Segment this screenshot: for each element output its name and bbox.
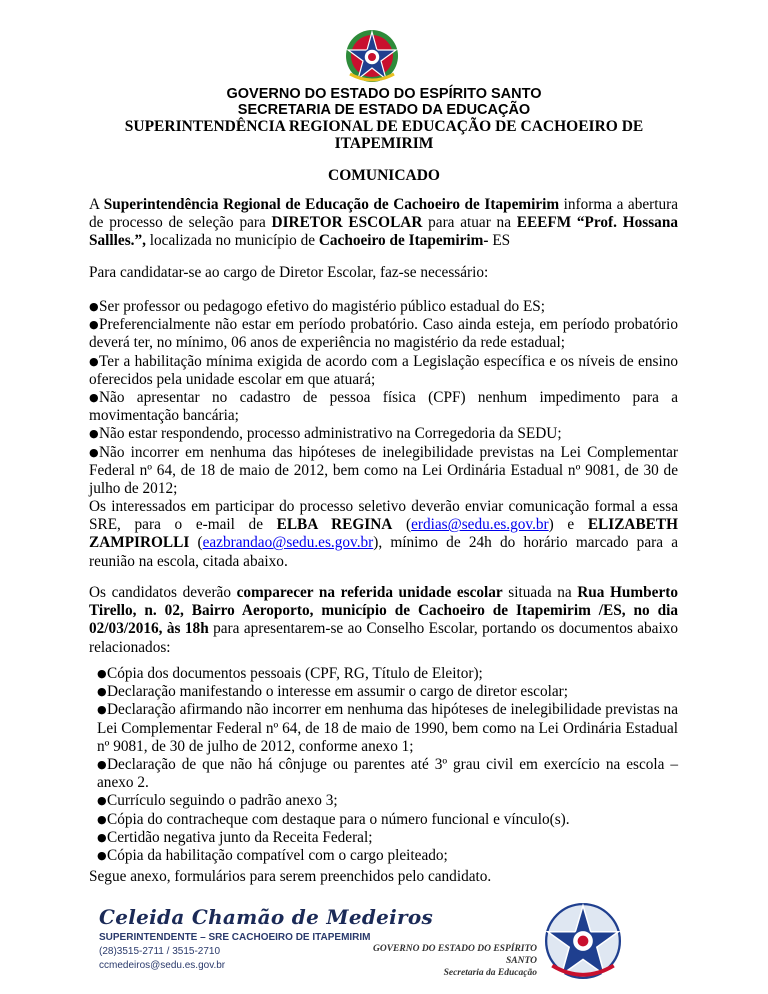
- bullet-icon: ●: [89, 318, 99, 332]
- list-item: ●Cópia da habilitação compatível com o cargo pleiteado;: [97, 847, 448, 865]
- bullet-icon: ●: [89, 427, 99, 441]
- documents-list: [97, 665, 678, 865]
- bullet-icon: ●: [97, 794, 107, 808]
- list-item: ●Não apresentar no cadastro de pessoa física (CPF) nenhum impedimento para a movimentação bancária;: [89, 389, 678, 425]
- list-item: ●Declaração manifestando o interesse em assumir o cargo de diretor escolar;: [97, 683, 568, 701]
- list-item: ●Declaração afirmando não incorrer em nenhuma das hipóteses de inelegibilidade previstas na Lei Complementar Federal nº 64, de 18 de maio de 1990, bem como na Lei Ordinária Estadual nº 9081, de 30 de julho de 2012, conforme anexo 1;: [97, 701, 678, 755]
- list-item: ●Declaração de que não há cônjuge ou parentes até 3º grau civil em exercício na escola – anexo 2.: [97, 756, 678, 792]
- intro-paragraph: A Superintendência Regional de Educação de Cachoeiro de Itapemirim informa a abertura de processo de seleção para DIRETOR ESCOLAR para atuar na EEEFM “Prof. Hossana Sallles.”, localizada no município de Cachoeiro de Itapemirim- ES: [89, 196, 679, 250]
- list-item: ●Cópia dos documentos pessoais (CPF, RG, Título de Eleitor);: [97, 665, 483, 682]
- closing-paragraph: Segue anexo, formulários para serem preenchidos pelo candidato.: [89, 868, 492, 885]
- header-government: GOVERNO DO ESTADO DO ESPÍRITO SANTO: [226, 86, 542, 102]
- list-item: ●Currículo seguindo o padrão anexo 3;: [97, 792, 338, 810]
- bullet-icon: ●: [97, 685, 107, 699]
- bullet-icon: ●: [89, 354, 99, 368]
- header-superintendence-city: ITAPEMIRIM: [334, 135, 434, 152]
- bullet-icon: ●: [97, 703, 107, 717]
- bullet-icon: ●: [89, 391, 99, 405]
- list-item: ●Não incorrer em nenhuma das hipóteses de inelegibilidade previstas na Lei Complementar Federal nº 64, de 18 de maio de 2012, bem como na Lei Ordinária Estadual nº 9081, de 30 de julho de 2012;: [89, 443, 678, 498]
- state-coat-of-arms-icon: [344, 28, 400, 84]
- contact-paragraph: Os interessados em participar do processo seletivo deverão enviar comunicação formal a essa SRE, para o e-mail de ELBA REGINA (erdias@sedu.es.gov.br) e ELIZABETH ZAMPIROLLI (eazbrandao@sedu.es.gov.br), mínimo de 24h do horário marcado para a reunião na escola, citada abaixo.: [89, 498, 678, 570]
- signature-name: Celeida Chamão de Medeiros: [99, 905, 434, 929]
- bullet-icon: ●: [97, 812, 107, 826]
- bullet-icon: ●: [89, 300, 99, 313]
- list-item: ●Cópia do contracheque com destaque para o número funcional e vínculo(s).: [97, 810, 570, 828]
- bullet-icon: ●: [97, 830, 107, 844]
- list-item: ●Certidão negativa junto da Receita Federal;: [97, 828, 373, 846]
- list-item: ●Ser professor ou pedagogo efetivo do magistério público estadual do ES;: [89, 298, 546, 315]
- list-item: ●Preferencialmente não estar em período probatório. Caso ainda esteja, em período probatório deverá ter, no mínimo, 06 anos de experiência no magistério da rede estadual;: [89, 316, 678, 352]
- header-secretariat: SECRETARIA DE ESTADO DA EDUCAÇÃO: [237, 102, 531, 118]
- bullet-icon: ●: [97, 758, 107, 772]
- header-superintendence: SUPERINTENDÊNCIA REGIONAL DE EDUCAÇÃO DE CACHOEIRO DE: [124, 118, 644, 135]
- bullet-icon: ●: [89, 445, 99, 459]
- list-item: ●Não estar respondendo, processo administrativo na Corregedoria da SEDU;: [89, 425, 562, 443]
- bullet-icon: ●: [97, 849, 107, 863]
- list-item: ●Ter a habilitação mínima exigida de acordo com a Legislação específica e os níveis de ensino oferecidos pela unidade escolar em que atuará;: [89, 352, 678, 388]
- footer-secretariat-line: Secretaria da Educação: [443, 968, 537, 978]
- meeting-paragraph: Os candidatos deverão comparecer na referida unidade escolar situada na Rua Humberto Tirello, n. 02, Bairro Aeroporto, município de Cachoeiro de Itapemirim /ES, no dia 02/03/2016, às 18h para apresentarem-se ao Conselho Escolar, portando os documentos abaixo relacionados:: [89, 584, 678, 656]
- footer-government: [371, 943, 537, 979]
- state-coat-of-arms-icon: [540, 898, 626, 984]
- requirements-list: [89, 298, 678, 498]
- email-link-elizabeth[interactable]: eazbrandao@sedu.es.gov.br: [202, 534, 374, 552]
- signature-email: ccmedeiros@sedu.es.gov.br: [99, 960, 226, 971]
- signature-role: SUPERINTENDENTE – SRE CACHOEIRO DE ITAPEMIRIM: [99, 932, 371, 943]
- document-title: COMUNICADO: [328, 167, 440, 184]
- requirements-intro: Para candidatar-se ao cargo de Diretor Escolar, faz-se necessário:: [89, 264, 489, 281]
- signature-phone: (28)3515-2711 / 3515-2710: [99, 946, 221, 957]
- bullet-icon: ●: [97, 667, 107, 680]
- footer-government-line: GOVERNO DO ESTADO DO ESPÍRITO SANTO: [373, 944, 537, 966]
- email-link-elba[interactable]: erdias@sedu.es.gov.br: [411, 516, 549, 534]
